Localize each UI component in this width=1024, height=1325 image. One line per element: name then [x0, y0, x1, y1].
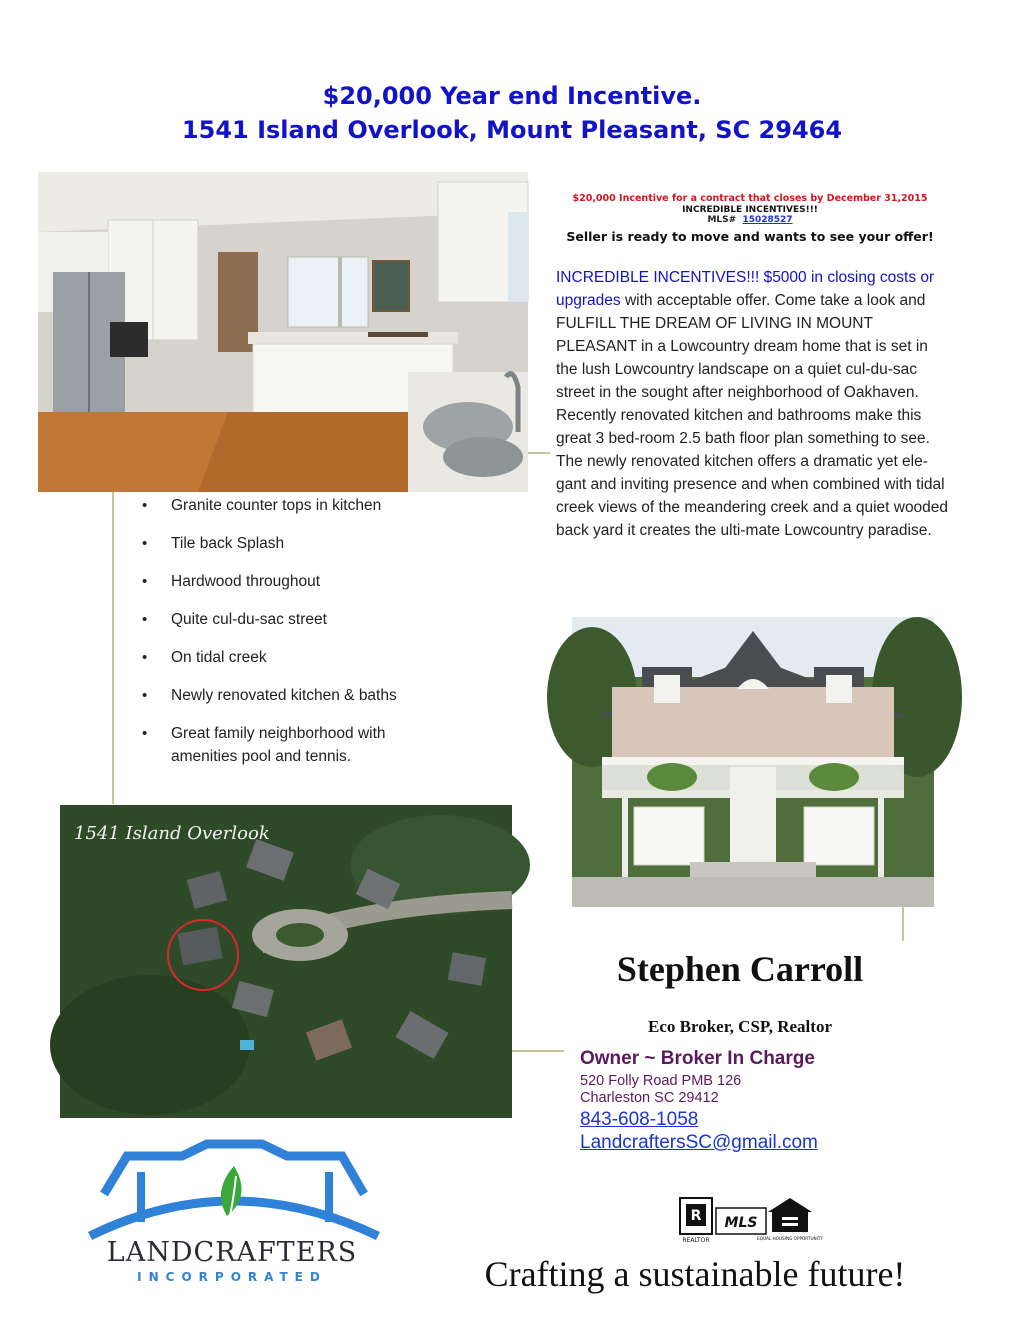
aerial-photo — [60, 805, 512, 1118]
mls-link[interactable]: 15028527 — [742, 215, 793, 225]
house-exterior-photo — [572, 617, 934, 907]
agent-role: Owner ~ Broker In Charge — [580, 1048, 815, 1069]
headline-address: 1541 Island Overlook, Mount Pleasant, SC 29464 — [181, 116, 843, 144]
agent-name: Stephen Carroll — [616, 949, 864, 989]
agent-address-line1: 520 Folly Road PMB 126 — [580, 1073, 742, 1089]
equal-housing-badge-icon: EQUAL HOUSING OPPORTUNITY — [757, 1236, 823, 1241]
incentive-callout: INCREDIBLE INCENTIVES!!! — [682, 205, 818, 215]
headline-incentive: $20,000 Year end Incentive. — [322, 82, 702, 110]
description-body: with acceptable offer. Come take a look and FULFILL THE DREAM OF LIVING IN MOUNT PLEASANT in a Lowcountry dream home that is set in the lush Lowcountry landscape on a quiet cul-du-sac street in the sought after neighborhood of Oakhaven. Recently renovated kitchen and bathrooms make this great 3 bed-room 2.5 bath floor plan something to see. The newly renovated kitchen offers a dramatic yet ele-gant and inviting presence and when combined with tidal creek views of the meandering creek and a quiet wooded back yard it creates the ulti-mate Lowcountry paradise. — [556, 292, 949, 539]
connector-line — [112, 492, 114, 804]
incentive-box — [545, 193, 955, 244]
list-item: • Tile back Splash — [140, 532, 440, 555]
tagline: Crafting a sustainable future! — [484, 1254, 906, 1294]
house-leaf-logo-icon — [82, 1136, 382, 1241]
list-item: • Great family neighborhood with amenities pool and tennis. — [140, 722, 440, 768]
connector-line — [902, 907, 904, 941]
connector-line — [528, 452, 550, 454]
seller-callout: Seller is ready to move and wants to see your offer! — [566, 229, 934, 244]
logo-wordmark: LANDCRAFTERS — [106, 1237, 358, 1268]
kitchen-photo — [38, 172, 528, 492]
agent-address-line2: Charleston SC 29412 — [580, 1090, 719, 1106]
logo-subtitle: INCORPORATED — [137, 1270, 327, 1284]
mls-line: MLS# 15028527 — [707, 215, 793, 225]
connector-line — [512, 1050, 564, 1052]
agent-credentials: Eco Broker, CSP, Realtor — [647, 1017, 832, 1036]
list-item: • Granite counter tops in kitchen — [140, 494, 440, 517]
realtor-badge-icon: REALTOR — [682, 1237, 710, 1244]
svg-text:R: R — [690, 1208, 702, 1224]
mls-badge-icon: MLS — [724, 1215, 758, 1231]
agent-phone-link[interactable]: 843-608-1058 — [580, 1109, 699, 1130]
aerial-caption: 1541 Island Overlook — [74, 823, 270, 844]
list-item: • Quite cul-du-sac street — [140, 608, 440, 631]
badge-row — [680, 1196, 823, 1246]
list-item: • On tidal creek — [140, 646, 440, 669]
list-item: • Newly renovated kitchen & baths — [140, 684, 440, 707]
incentive-deadline: $20,000 Incentive for a contract that closes by December 31,2015 — [572, 193, 928, 204]
feature-list — [140, 494, 440, 783]
agent-email-link[interactable]: LandcraftersSC@gmail.com — [580, 1132, 818, 1153]
property-description — [556, 266, 951, 542]
description-highlight: INCREDIBLE INCENTIVES!!! $5000 in closing costs or upgrades — [556, 269, 935, 309]
list-item: • Hardwood throughout — [140, 570, 440, 593]
